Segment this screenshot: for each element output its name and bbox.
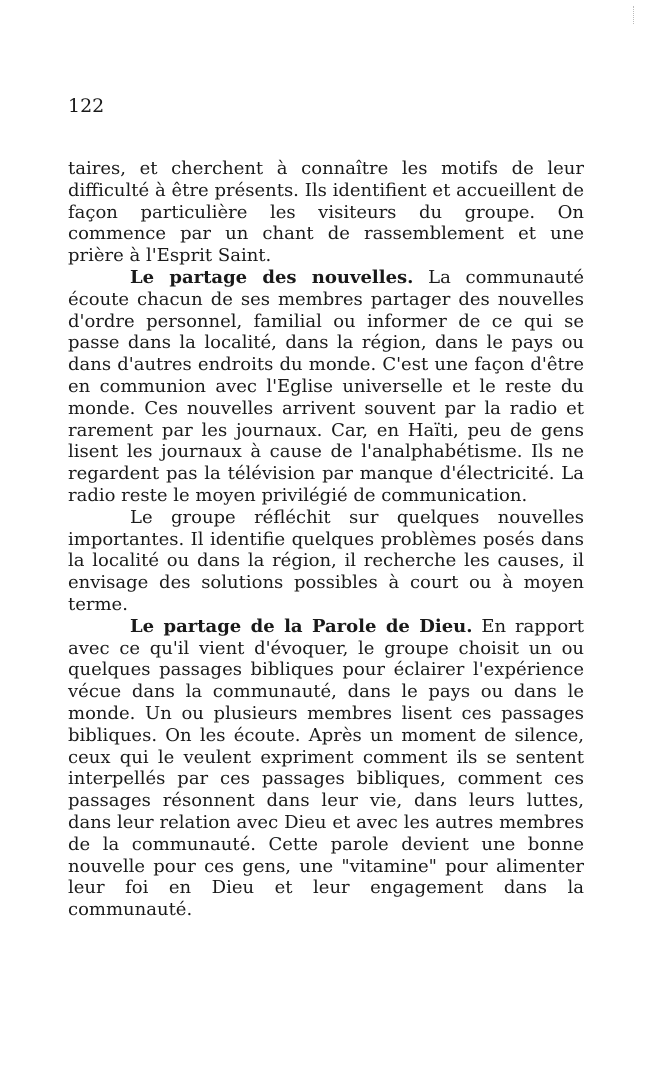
page-number: 122 xyxy=(68,95,105,117)
paragraph-news-text: La communauté écoute chacun de ses membres partager des nouvelles d'ordre personnel, familial ou informer de ce qui se passe dans la localité, dans la région, dans le pays ou dans d'autres endroits du monde. C'est une façon d'être en communion avec l'Eglise universelle et le reste du monde. Ces nouvelles arrivent souvent par la radio et rarement par les journaux. Car, en Haïti, peu de gens lisent les journaux à cause de l'analphabétisme. Ils ne regardent pas la télévision par manque d'électricité. La radio reste le moyen privilégié de communication. xyxy=(68,266,585,506)
paragraph-continuation: taires, et cherchent à connaître les motifs de leur difficulté à être présents. Ils identifient et accueillent de façon particulière les visiteurs du groupe. On commence par un chant de rassemblement et une prière à l'Esprit Saint. xyxy=(68,158,584,267)
paragraph-word-of-god xyxy=(68,616,584,921)
body-text xyxy=(68,158,584,921)
paragraph-word-of-god-text: En rapport avec ce qu'il vient d'évoquer, le groupe choisit un ou quelques passages bibliques pour éclairer l'expérience vécue dans la communauté, dans le pays ou dans le monde. Un ou plusieurs membres lisent ces passages bibliques. On les écoute. Après un moment de silence, ceux qui le veulent expriment comment ils se sentent interpellés par ces passages bibliques, comment ces passages résonnent dans leur vie, dans leurs luttes, dans leur relation avec Dieu et avec les autres membres de la communauté. Cette parole devient une bonne nouvelle pour ces gens, une "vitamine" pour alimenter leur foi en Dieu et leur engagement dans la communauté. xyxy=(68,615,585,921)
paragraph-news-sharing xyxy=(68,267,584,507)
section-heading-word-of-god: Le partage de la Parole de Dieu. xyxy=(130,615,473,637)
paragraph-reflection: Le groupe réfléchit sur quelques nouvelles importantes. Il identifie quelques problèmes posés dans la localité ou dans la région, il recherche les causes, il envisage des solutions possibles à court ou à moyen terme. xyxy=(68,506,584,615)
section-heading-news: Le partage des nouvelles. xyxy=(130,266,414,288)
scan-mark xyxy=(633,6,638,24)
